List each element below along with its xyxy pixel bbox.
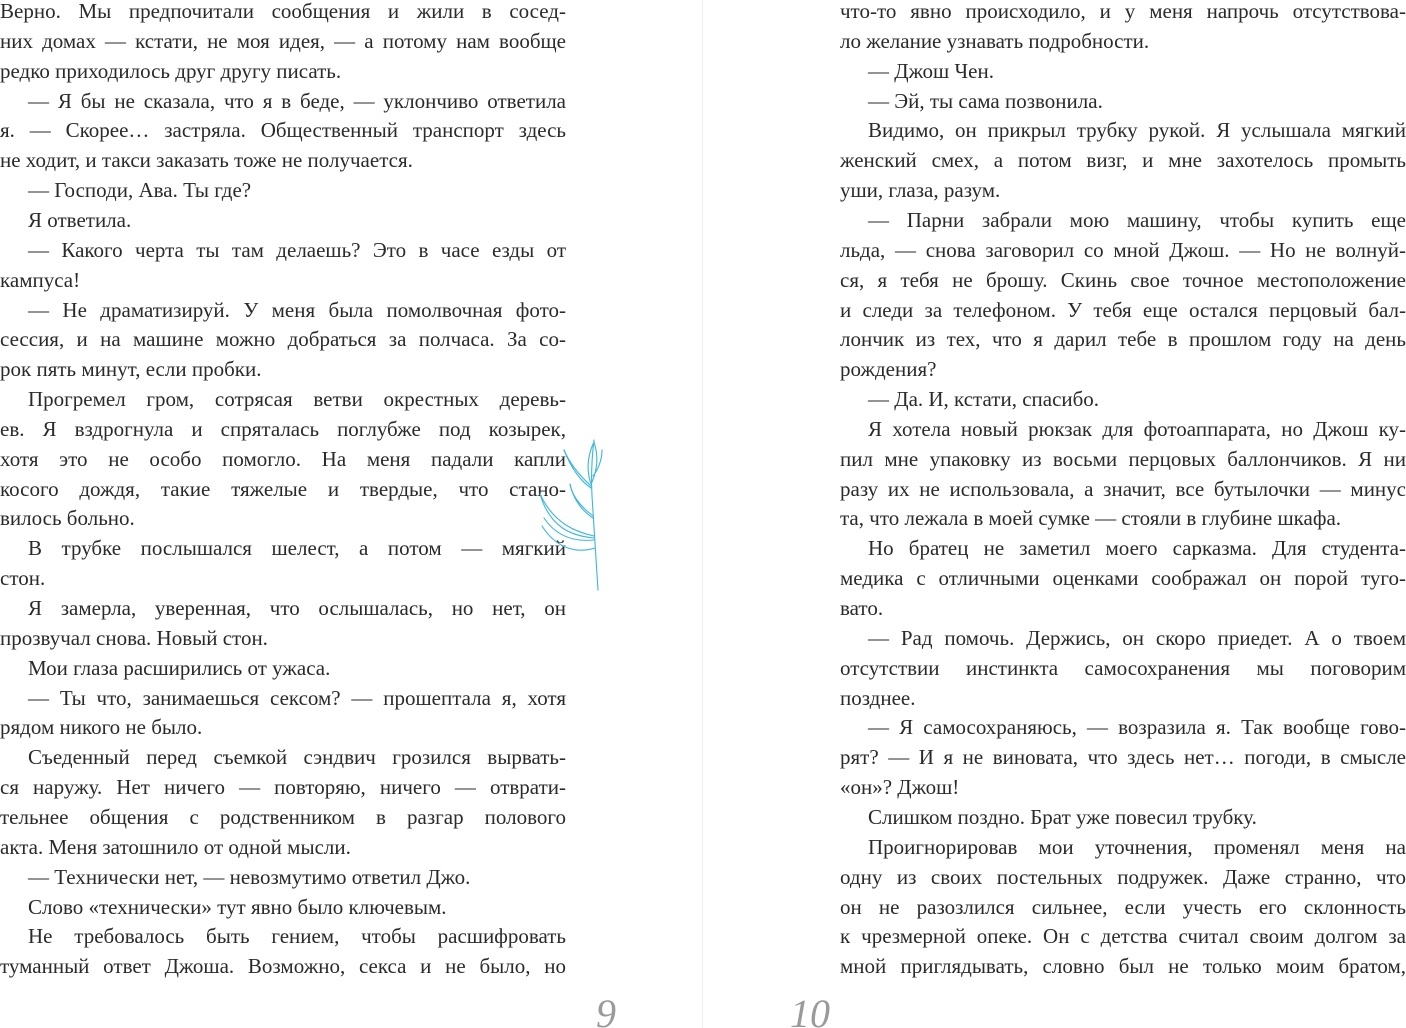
text-line: — Я самосохраняюсь, — возразила я. Так вообще гово-: [868, 715, 1406, 740]
text-line: сессия, и на машине можно добраться за полчаса. За со-: [0, 327, 566, 352]
text-line: кампуса!: [0, 267, 81, 292]
leaf-branch-icon: [536, 436, 608, 592]
text-line: не ходит, и такси заказать тоже не получается.: [0, 148, 413, 173]
text-line: он не разозлился сильнее, если учесть его склонность: [840, 894, 1406, 919]
text-line: женский смех, а потом визг, и мне захотелось промыть: [840, 148, 1406, 173]
text-line: пил мне упаковку из восьми перцовых баллончиков. Я ни: [840, 446, 1406, 471]
text-line: хотя это не особо помогло. На меня падали капли: [0, 446, 566, 471]
text-line: Верно. Мы предпочитали сообщения и жили в сосед-: [0, 0, 566, 23]
left-page: [0, 0, 566, 1028]
text-line: одну из своих постельных подружек. Даже странно, что: [840, 864, 1406, 889]
text-line: — Технически нет, — невозмутимо ответил Джо.: [28, 864, 471, 889]
text-line: ло желание узнавать подробности.: [840, 28, 1150, 53]
text-line: ся, я тебя не брошу. Скинь свое точное местоположение: [840, 267, 1406, 292]
text-line: Прогремел гром, сотрясая ветви окрестных деревь-: [28, 387, 566, 412]
text-line: мной приглядывать, словно был не только моим братом,: [840, 954, 1406, 979]
text-line: к чрезмерной опеке. Он с детства считал своим долгом за: [840, 924, 1406, 949]
text-line: стон.: [0, 566, 46, 591]
text-line: — Ты что, занимаешься сексом? — прошептала я, хотя: [28, 685, 566, 710]
text-line: — Какого черта ты там делаешь? Это в часе езды от: [28, 237, 566, 262]
text-line: — Эй, ты сама позвонила.: [868, 88, 1103, 113]
page-number-right: 10: [790, 991, 830, 1028]
text-line: рядом никого не было.: [0, 715, 203, 740]
text-line: туманный ответ Джоша. Возможно, секса и не было, но: [0, 954, 566, 979]
text-line: прозвучал снова. Новый стон.: [0, 625, 268, 650]
text-line: тельнее общения с родственником в разгар полового: [0, 804, 566, 829]
text-line: вилось больно.: [0, 506, 135, 531]
text-line: них домах — кстати, не моя идея, — а потому нам вообще: [0, 28, 566, 53]
text-line: редко приходилось друг другу писать.: [0, 58, 342, 83]
text-line: лончик из тех, что я дарил тебе в прошлом году на день: [840, 327, 1406, 352]
text-line: Но братец не заметил моего сарказма. Для студента-: [868, 536, 1406, 561]
text-line: и следи за телефоном. У тебя еще остался перцовый бал-: [840, 297, 1406, 322]
text-line: акта. Меня затошнило от одной мысли.: [0, 834, 351, 859]
text-line: льда, — снова заговорил со мной Джош. — Но не волнуй-: [840, 237, 1406, 262]
text-line: косого дождя, такие тяжелые и твердые, что стано-: [0, 476, 566, 501]
text-line: отсутствии инстинкта самосохранения мы поговорим: [840, 655, 1406, 680]
text-line: Мои глаза расширились от ужаса.: [28, 655, 331, 680]
text-line: Не требовалось быть гением, чтобы расшифровать: [28, 924, 566, 949]
text-line: В трубке послышался шелест, а потом — мягкий: [28, 536, 566, 561]
text-line: Видимо, он прикрыл трубку рукой. Я услышала мягкий: [868, 118, 1406, 143]
text-line: — Я бы не сказала, что я в беде, — уклончиво ответила: [28, 88, 566, 113]
book-gutter: [702, 0, 703, 1028]
text-line: ся наружу. Нет ничего — повторяю, ничего — отврати-: [0, 775, 566, 800]
text-line: медика с отличными оценками соображал он порой туго-: [840, 566, 1406, 591]
text-line: что-то явно происходило, и у меня напрочь отсутствова-: [840, 0, 1406, 23]
text-line: Я ответила.: [28, 207, 132, 232]
text-line: Проигнорировав мои уточнения, променял меня на: [868, 834, 1406, 859]
text-line: — Да. И, кстати, спасибо.: [868, 387, 1100, 412]
text-line: — Не драматизируй. У меня была помолвочная фото-: [28, 297, 566, 322]
text-line: я. — Скорее… застряла. Общественный транспорт здесь: [0, 118, 566, 143]
text-line: — Парни забрали мою машину, чтобы купить еще: [868, 207, 1406, 232]
text-line: рождения?: [840, 357, 937, 382]
text-line: — Джош Чен.: [868, 58, 994, 83]
text-line: ев. Я вздрогнула и спряталась поглубже под козырек,: [0, 416, 566, 441]
text-line: — Господи, Ава. Ты где?: [28, 178, 252, 203]
text-line: Слово «технически» тут явно было ключевым.: [28, 894, 447, 919]
text-line: Слишком поздно. Брат уже повесил трубку.: [868, 804, 1257, 829]
text-line: рят? — И я не виновата, что здесь нет… погоди, в смысле: [840, 745, 1406, 770]
text-line: — Рад помочь. Держись, он скоро приедет. А о твоем: [868, 625, 1406, 650]
text-line: вато.: [840, 596, 884, 620]
text-line: рок пять минут, если пробки.: [0, 357, 262, 382]
page-number-left: 9: [596, 991, 616, 1028]
text-line: «он»? Джош!: [840, 775, 960, 800]
right-page: [840, 0, 1406, 1028]
text-line: Я хотела новый рюкзак для фотоаппарата, но Джош ку-: [868, 416, 1406, 441]
text-line: уши, глаза, разум.: [840, 178, 1001, 203]
text-line: позднее.: [840, 685, 916, 710]
text-line: Я замерла, уверенная, что ослышалась, но нет, он: [28, 596, 566, 620]
text-line: та, что лежала в моей сумке — стояли в глубине шкафа.: [840, 506, 1342, 531]
text-line: Съеденный перед съемкой сэндвич грозился вырвать-: [28, 745, 566, 770]
text-line: разу их не использовала, а значит, все бутылочки — минус: [840, 476, 1406, 501]
